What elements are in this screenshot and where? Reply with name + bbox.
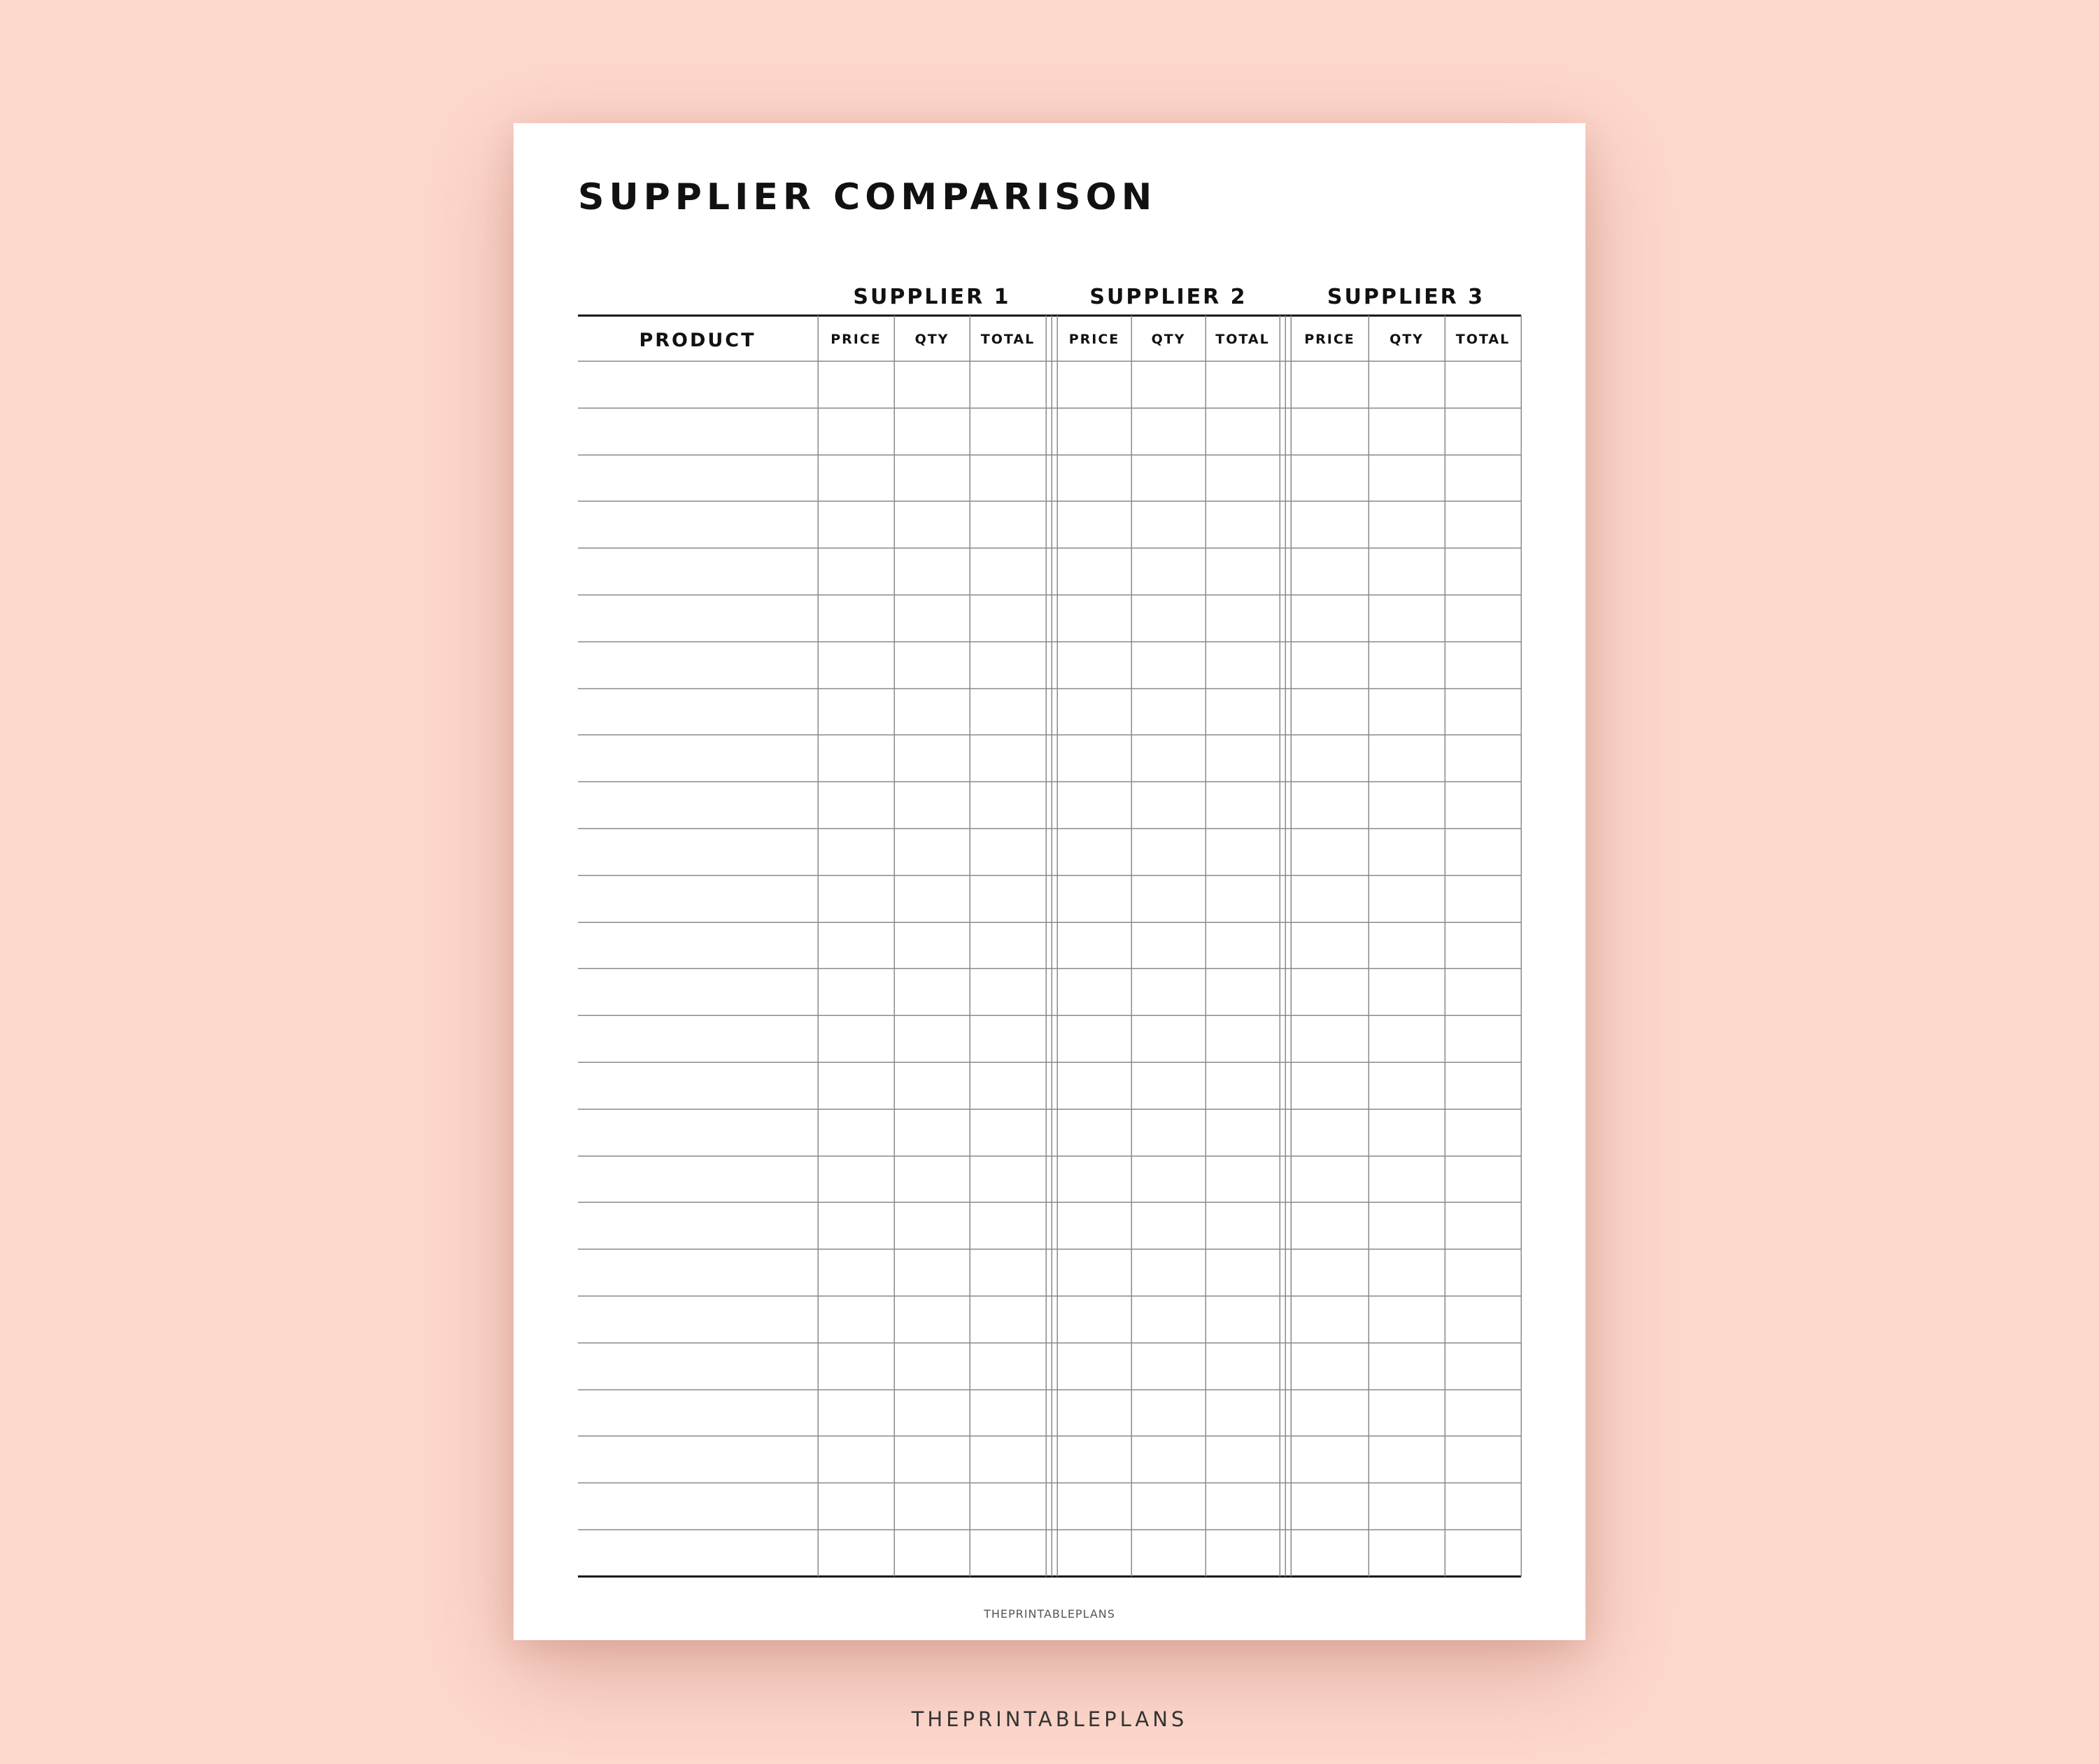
page-title: SUPPLIER COMPARISON bbox=[578, 176, 1157, 218]
column-header-qty: QTY bbox=[1151, 332, 1186, 347]
supplier-header: SUPPLIER 2 bbox=[1089, 285, 1248, 309]
supplier-header: SUPPLIER 1 bbox=[853, 285, 1011, 309]
column-header-qty: QTY bbox=[914, 332, 949, 347]
column-header-qty: QTY bbox=[1390, 332, 1424, 347]
column-header-total: TOTAL bbox=[1215, 332, 1270, 347]
supplier-header: SUPPLIER 3 bbox=[1327, 285, 1485, 309]
product-column-header: PRODUCT bbox=[639, 330, 756, 351]
comparison-table bbox=[514, 123, 1585, 1640]
brand-caption: THEPRINTABLEPLANS bbox=[911, 1707, 1188, 1731]
column-header-total: TOTAL bbox=[1455, 332, 1511, 347]
column-header-price: PRICE bbox=[1304, 332, 1355, 347]
column-header-price: PRICE bbox=[831, 332, 882, 347]
table-grid bbox=[578, 316, 1521, 1576]
column-header-total: TOTAL bbox=[980, 332, 1036, 347]
sheet-footer: THEPRINTABLEPLANS bbox=[984, 1607, 1115, 1621]
planner-sheet bbox=[514, 123, 1585, 1640]
column-header-price: PRICE bbox=[1068, 332, 1120, 347]
